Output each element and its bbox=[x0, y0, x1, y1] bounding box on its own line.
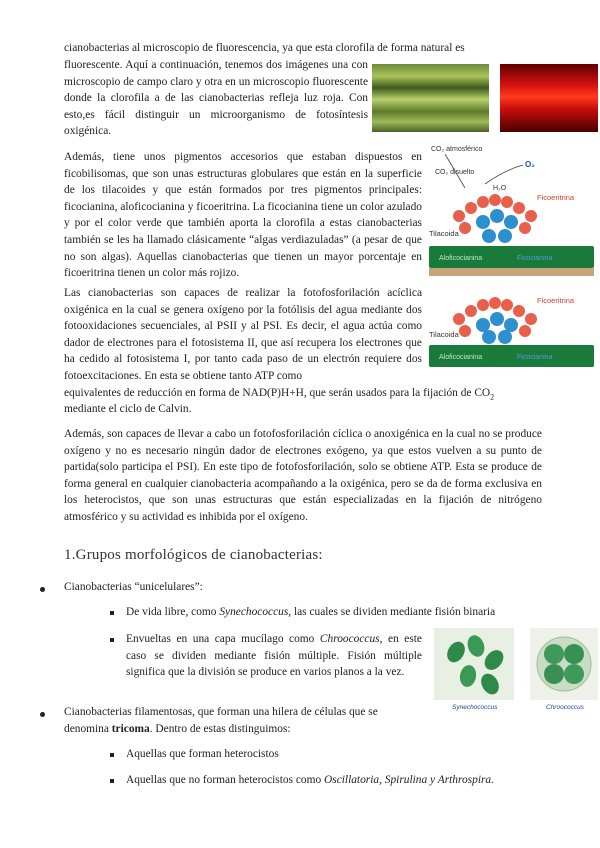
phycobilisome-diagram-1 bbox=[425, 140, 600, 280]
paragraph-1-line1: cianobacterias al microscopio de fluorescencia, ya que esta clorofila de forma natural es bbox=[64, 42, 465, 54]
caption-synechococcus: Synechococcus bbox=[452, 704, 498, 711]
sub-bullet-marker bbox=[110, 779, 114, 783]
paragraph-1-body: fluorescente. Aquí a continuación, tenemos dos imágenes una con microscopio de campo claro y otra en un microscopio fluorescente donde la clorofila a de las cianobacterias refleja luz roja. Con esto,es fácil distinguir un microorganismo de fotosíntesis oxigénica. bbox=[64, 59, 368, 138]
ficoeritrina-label-1: Ficoeritrina bbox=[537, 193, 575, 202]
aloficocianina-label-1: Aloficocianina bbox=[439, 255, 483, 262]
section-heading: 1.Grupos morfológicos de cianobacterias: bbox=[64, 547, 323, 563]
paragraph-3-body: Las cianobacterias son capaces de realizar la fotofosforilación acíclica oxigénica en la cual se genera oxígeno por la fotólisis del agua mediante dos fotooxidaciones secuenciales, al PSII y al PSI. Es decir, el agua actúa como dador de electrones para el fotosistema II, que así recupera los electrones que ha cedido al fotosistema I, por tanto cada paso de un electrón requiere dos fotoexcitaciones. En esta se obtiene tanto ATP como bbox=[64, 287, 422, 382]
brightfield-micrograph bbox=[372, 64, 489, 132]
paragraph-3-line-full1: equivalentes de reducción en forma de NAD(P)H+H, que serán usados para la fijación de $CO_2$ bbox=[64, 387, 495, 402]
ficoeritrina-label-2: Ficoeritrina bbox=[537, 296, 575, 305]
bullet-dot bbox=[40, 587, 45, 592]
sub-bullet-marker bbox=[110, 638, 114, 642]
tilacoida-label-1: Tilacoida bbox=[429, 229, 459, 238]
caption-chroococcus: Chroococcus bbox=[546, 704, 584, 711]
sub-bullet-synechococcus: De vida libre, como Synechococcus, las cuales se dividen mediante fisión binaria bbox=[126, 606, 496, 618]
tilacoida-label-2: Tilacoida bbox=[429, 330, 459, 339]
bullet-dot bbox=[40, 712, 45, 717]
bullet-filamentosas: Cianobacterias filamentosas, que forman una hilera de células que se denomina tricoma. Dentro de estas distinguimos: bbox=[64, 706, 378, 735]
sub-bullet-no-heterocistos: Aquellas que no forman heterocistos como Oscillatoria, Spirulina y Arthrospira. bbox=[126, 774, 494, 786]
aloficocianina-label-2: Aloficocianina bbox=[439, 354, 483, 361]
h2o-label: H₂O bbox=[493, 185, 507, 192]
sub-bullet-heterocistos: Aquellas que forman heterocistos bbox=[126, 748, 279, 760]
bullet-unicelulares: Cianobacterias “unicelulares”: bbox=[64, 581, 203, 593]
synechococcus-micrograph bbox=[434, 628, 514, 700]
allophycocyanin-cluster bbox=[476, 209, 518, 243]
co2-dis-label: CO₂ disuelto bbox=[435, 169, 475, 176]
paragraph-4: Además, son capaces de llevar a cabo un fotofosforilación cíclica o anoxigénica en la cual no se produce oxígeno y no es necesario ningún dador de electrones exógeno, ya que estos vuelven a su punto de partida(solo participa el PSI). En este tipo de fotofosforilación, solo se obtiene ATP. Esta se produce de forma general en cualquier cianobacteria acompañando a la oxigénica, pero se da de forma exclusiva en los heterocistos, que son unas estructuras que están especializadas en la fijación de nitrógeno atmosférico y su actividad es inhibida por el oxígeno. bbox=[64, 428, 542, 523]
co2-atm-label: CO₂ atmosférico bbox=[431, 146, 483, 153]
sub-bullet-marker bbox=[110, 611, 114, 615]
sub-bullet-chroococcus: Envueltas en una capa mucílago como Chroococcus, en este caso se dividen mediante fisión múltiple. Fisión múltiple significa que la división se produce en varios planos a la vez. bbox=[126, 633, 422, 679]
sub-bullet-marker bbox=[110, 753, 114, 757]
ficocianina-label-2: Ficocianina bbox=[517, 354, 553, 361]
paragraph-3-line-full2: mediante el ciclo de Calvin. bbox=[64, 403, 192, 415]
chroococcus-micrograph bbox=[530, 628, 598, 700]
fluorescence-micrograph bbox=[500, 64, 598, 132]
ficocianina-label-1: Ficocianina bbox=[517, 255, 553, 262]
paragraph-2: Además, tiene unos pigmentos accesorios que estaban dispuestos en ficobilisomas, que son unas estructuras globulares que están en la superficie de los tilacoides y que están formados por tres pigmentos principales: ficocianina, aloficocianina y ficoeritrina. La ficocianina tiene un color azulado y por el color verde que también aporta la clorofila a estas cianobacterias también se les ha llamado clásicamente “algas verdiazuladas” (a pesar de que no son algas). Aquellas cianobacterias que tienen un mayor porcentaje en ficoeritrina tienen un color más rojizo. bbox=[64, 151, 422, 280]
phycobilisome-diagram-2 bbox=[425, 283, 600, 373]
o2-label: O₂ bbox=[525, 160, 535, 169]
